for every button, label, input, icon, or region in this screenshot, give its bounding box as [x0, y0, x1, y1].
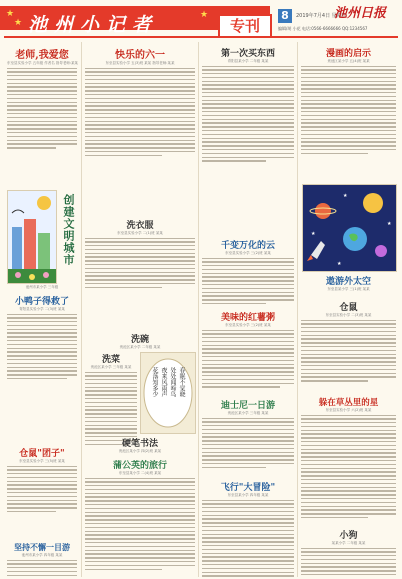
article-title: 遨游外太空: [325, 277, 371, 287]
column-3: [198, 42, 297, 577]
article-space-travel: [301, 274, 396, 292]
article-title: 迪士尼一日游: [220, 401, 275, 411]
article-title: 洗菜: [101, 355, 120, 365]
article-byline: 东至县实验小学 三(2)班 某某: [225, 323, 271, 327]
poem-line: 处处闻啼鸟: [169, 367, 176, 397]
star-icon: ★: [14, 18, 23, 28]
article-title: 仓鼠"团子": [19, 449, 65, 459]
article-title: 洗衣服: [126, 221, 154, 231]
article-title: 创建文明城市: [62, 194, 75, 266]
article-buy-things: [202, 46, 294, 164]
article-mouse: [7, 446, 77, 515]
article-pet: [301, 528, 396, 577]
special-edition-badge: 专刊: [218, 14, 272, 38]
editor-line: 编辑/胡 小花 电话:0566-6666666 QQ:1234567: [278, 26, 368, 31]
article-hamster: [301, 300, 396, 384]
article-title: 老师,我爱您: [15, 50, 69, 61]
article-byline: 东至县某小学 四年级 某某: [227, 493, 269, 497]
article-byline: 青阳县实验小学 二(3)班 某某: [19, 307, 65, 311]
page-title: 池州小记者: [28, 14, 159, 36]
article-title: 蒲公英的旅行: [112, 461, 167, 471]
svg-text:★: ★: [387, 221, 392, 227]
article-title: 躲在草丛里的星: [318, 398, 379, 408]
article-title: 飞行"大冒险": [220, 483, 276, 493]
poem-line: 花落知多少: [151, 367, 158, 397]
article-thousand-hands: [202, 238, 294, 307]
article-cartoon-book: [301, 46, 396, 157]
drawing-city-image: [7, 190, 57, 284]
article-byline: 东至县实验小学 五(3)班 某某 指导老师:某某: [105, 61, 175, 65]
article-dandelion: [85, 458, 195, 572]
article-flying: [202, 480, 294, 577]
article-title: 硬笔书法: [121, 439, 158, 449]
article-title: 第一次买东西: [220, 49, 275, 59]
article-title: 漫画的启示: [325, 49, 371, 59]
svg-text:★: ★: [337, 261, 342, 267]
article-plants: [202, 310, 294, 390]
article-wash-bowl: [85, 332, 195, 350]
article-xiaohua: [7, 542, 77, 577]
article-byline: 池州市某小学 四年级 某某: [21, 553, 63, 557]
article-byline: 贵池区某小学 二年级 某某: [119, 345, 161, 349]
article-wash-dishes: [85, 352, 137, 447]
article-byline: 贵池区某小学 五(4)班 某某: [327, 59, 370, 63]
calligraphy-image: [140, 352, 196, 434]
article-feeling: [301, 396, 396, 521]
svg-text:★: ★: [343, 193, 348, 199]
header-rule: [4, 36, 398, 38]
article-byline: 东至县实验小学 二(1)班 某某: [117, 231, 163, 235]
article-byline: 贵池区某小学 四(2)班 某某: [118, 449, 162, 453]
article-byline: 东至县实验小学 二(3)班 某某: [325, 313, 372, 317]
article-title: 美味的红薯粥: [220, 313, 275, 323]
article-title: 千变万化的云: [220, 241, 275, 251]
article-title: 仓鼠: [339, 303, 358, 313]
drawing-space-image: [302, 184, 397, 272]
article-byline: 东至县实验小学 三(5)班 某某: [19, 459, 65, 463]
article-wash-clothes: [85, 218, 195, 291]
article-byline: 东至县某小学 二(4)班 某某: [118, 471, 162, 475]
poem-line: 春眠不觉晓: [178, 367, 185, 397]
article-title: 小鸭子得救了: [14, 297, 69, 307]
article-disney: [202, 398, 294, 471]
article-byline: 东至县实验小学 五年级 作者名 指导老师:某某: [7, 61, 79, 65]
article-teacher: [7, 46, 77, 151]
article-byline: 东至县某小学 三(1)班 某某: [327, 287, 370, 291]
article-byline: 东至县实验小学 六(2)班 某某: [325, 408, 372, 412]
brand-banner: [0, 6, 270, 36]
article-byline: 贵池区某小学 三年级 某某: [90, 365, 132, 369]
article-byline: 东至县实验小学 三(2)班 某某: [225, 251, 271, 255]
column-4: [297, 42, 399, 577]
article-duck: [7, 294, 77, 382]
article-title: 小狗: [339, 531, 358, 541]
article-body: [7, 68, 77, 149]
star-icon: ★: [200, 10, 209, 20]
article-title: 坚持不懈一目游: [14, 542, 70, 552]
svg-text:★: ★: [311, 231, 316, 237]
article-byline: 池州市某小学 三年级: [25, 285, 59, 289]
calligraphy-poem: [151, 367, 185, 397]
column-1: [4, 42, 80, 577]
article-byline: 贵池区某小学 三年级 某某: [227, 411, 269, 415]
article-happy61: [85, 46, 195, 159]
article-title: 洗碗: [130, 335, 149, 345]
article-byline: 青阳县某小学 二年级 某某: [227, 59, 269, 63]
article-title: 快乐的六一: [115, 50, 165, 61]
poem-line: 夜来风雨声: [160, 367, 167, 397]
article-calligraphy: [85, 436, 195, 454]
page-number: 8: [278, 9, 292, 23]
column-2: [81, 42, 198, 577]
article-byline: 某某小学 二年级 某某: [331, 541, 366, 545]
star-icon: ★: [6, 9, 15, 19]
newspaper-logo: 池州日报: [334, 6, 387, 21]
issue-date: 2019年7月4日 星期四: [296, 13, 347, 19]
page-header: [0, 0, 402, 40]
